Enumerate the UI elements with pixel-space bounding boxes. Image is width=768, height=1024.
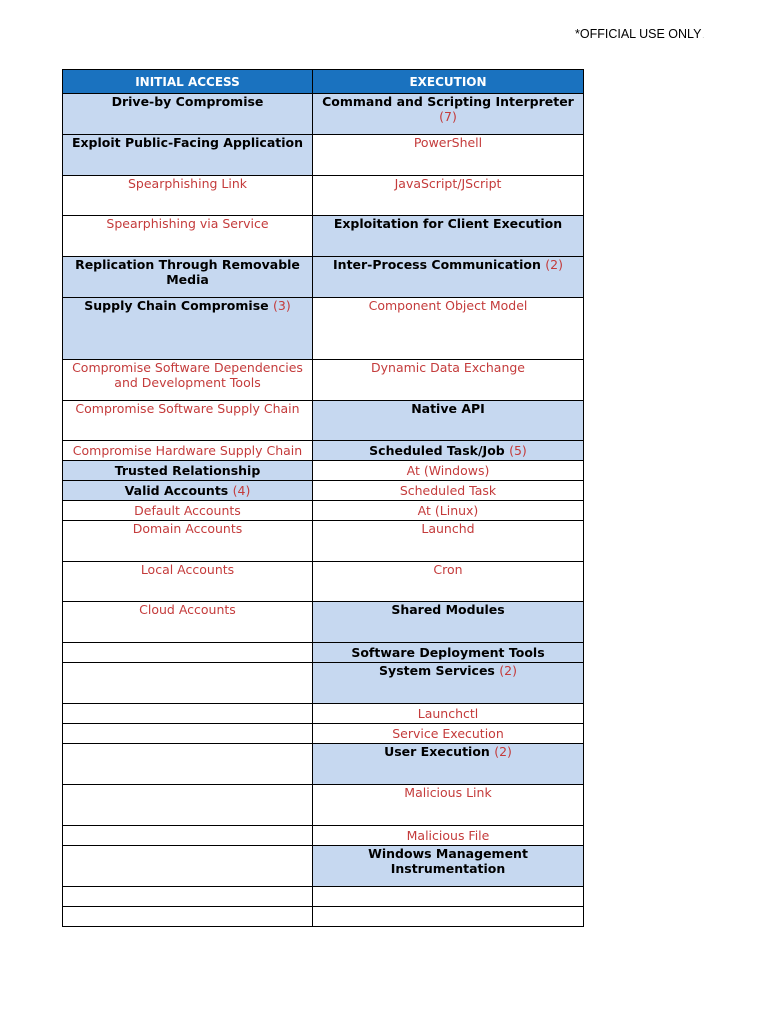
- subtechnique-name: Domain Accounts: [132, 521, 243, 536]
- subtechnique-name: Cloud Accounts: [139, 602, 236, 617]
- table-row: [63, 521, 584, 562]
- execution-cell-empty: [313, 887, 584, 907]
- execution-cell: [313, 643, 584, 663]
- table-row: [63, 298, 584, 360]
- initial-access-cell: [63, 94, 313, 135]
- initial-access-cell: [63, 441, 313, 461]
- initial-access-cell-empty: [63, 785, 313, 826]
- technique-name: Scheduled Task/Job: [369, 443, 505, 458]
- initial-access-cell: [63, 481, 313, 501]
- table-row: [63, 481, 584, 501]
- initial-access-cell-empty: [63, 826, 313, 846]
- execution-cell: [313, 401, 584, 441]
- initial-access-cell: [63, 135, 313, 176]
- table-row: [63, 216, 584, 257]
- table-row: [63, 401, 584, 441]
- table-row: [63, 135, 584, 176]
- execution-cell: [313, 501, 584, 521]
- subtechnique-name: Cron: [433, 562, 463, 577]
- initial-access-cell-empty: [63, 907, 313, 927]
- execution-cell: [313, 135, 584, 176]
- initial-access-cell: [63, 257, 313, 298]
- subtechnique-name: Scheduled Task: [399, 483, 497, 498]
- initial-access-cell: [63, 360, 313, 401]
- execution-cell: [313, 481, 584, 501]
- table-row: [63, 887, 584, 907]
- technique-name: Software Deployment Tools: [351, 645, 545, 660]
- technique-name: Replication Through Removable Media: [75, 257, 300, 287]
- subtechnique-name: Local Accounts: [140, 562, 235, 577]
- subtechnique-name: At (Linux): [417, 503, 479, 518]
- technique-name: Exploitation for Client Execution: [333, 216, 563, 231]
- subtechnique-name: PowerShell: [413, 135, 483, 150]
- technique-name: Shared Modules: [391, 602, 505, 617]
- execution-cell: [313, 94, 584, 135]
- execution-cell: [313, 360, 584, 401]
- execution-cell-empty: [313, 907, 584, 927]
- subtechnique-count: (2): [545, 257, 563, 272]
- execution-cell: [313, 521, 584, 562]
- execution-cell: [313, 704, 584, 724]
- initial-access-cell: [63, 216, 313, 257]
- technique-name: Inter-Process Communication: [333, 257, 541, 272]
- header-row: [63, 70, 584, 94]
- technique-name: Supply Chain Compromise: [84, 298, 269, 313]
- subtechnique-name: Launchctl: [417, 706, 479, 721]
- table-row: [63, 724, 584, 744]
- initial-access-cell: [63, 602, 313, 643]
- initial-access-cell-empty: [63, 846, 313, 887]
- header-initial-access: INITIAL ACCESS: [63, 70, 313, 94]
- subtechnique-name: Compromise Software Supply Chain: [75, 401, 300, 416]
- table-row: [63, 663, 584, 704]
- subtechnique-name: JavaScript/JScript: [394, 176, 502, 191]
- matrix-body: [63, 94, 584, 927]
- execution-cell: [313, 562, 584, 602]
- subtechnique-count: (3): [272, 298, 291, 313]
- technique-name: Command and Scripting Interpreter: [322, 94, 574, 109]
- technique-name: Windows Management Instrumentation: [368, 846, 528, 876]
- table-row: [63, 785, 584, 826]
- subtechnique-name: Compromise Software Dependencies and Development Tools: [72, 360, 303, 390]
- marking-text: *OFFICIAL USE ONLY: [575, 27, 702, 41]
- table-row: [63, 94, 584, 135]
- table-row: [63, 846, 584, 887]
- table-row: [63, 907, 584, 927]
- execution-cell: [313, 298, 584, 360]
- initial-access-cell: [63, 401, 313, 441]
- execution-cell: [313, 176, 584, 216]
- technique-name: System Services: [379, 663, 495, 678]
- table-row: [63, 441, 584, 461]
- execution-cell: [313, 216, 584, 257]
- subtechnique-count: (2): [494, 744, 512, 759]
- technique-name: Exploit Public-Facing Application: [71, 135, 304, 150]
- table-row: [63, 704, 584, 724]
- initial-access-cell-empty: [63, 643, 313, 663]
- initial-access-cell-empty: [63, 744, 313, 785]
- subtechnique-name: Launchd: [421, 521, 475, 536]
- subtechnique-name: Component Object Model: [368, 298, 528, 313]
- subtechnique-count: (2): [499, 663, 517, 678]
- table-row: [63, 562, 584, 602]
- initial-access-cell: [63, 501, 313, 521]
- subtechnique-name: Compromise Hardware Supply Chain: [72, 443, 303, 458]
- subtechnique-name: Dynamic Data Exchange: [371, 360, 525, 375]
- initial-access-cell: [63, 521, 313, 562]
- table-row: [63, 501, 584, 521]
- classification-marking: [575, 27, 704, 41]
- table-row: [63, 602, 584, 643]
- execution-cell: [313, 663, 584, 704]
- subtechnique-name: Service Execution: [392, 726, 504, 741]
- technique-name: Drive-by Compromise: [111, 94, 264, 109]
- technique-name: Valid Accounts: [124, 483, 229, 498]
- table-row: [63, 176, 584, 216]
- execution-cell: [313, 461, 584, 481]
- initial-access-cell-empty: [63, 704, 313, 724]
- subtechnique-name: Malicious Link: [404, 785, 492, 800]
- subtechnique-name: Malicious File: [406, 828, 490, 843]
- execution-cell: [313, 846, 584, 887]
- execution-cell: [313, 441, 584, 461]
- execution-cell: [313, 785, 584, 826]
- subtechnique-name: Spearphishing Link: [127, 176, 248, 191]
- attack-matrix-table: [62, 69, 584, 927]
- initial-access-cell-empty: [63, 887, 313, 907]
- table-row: [63, 643, 584, 663]
- execution-cell: [313, 602, 584, 643]
- table-row: [63, 826, 584, 846]
- technique-name: User Execution: [384, 744, 490, 759]
- header-execution: EXECUTION: [313, 70, 584, 94]
- initial-access-cell: [63, 176, 313, 216]
- initial-access-cell: [63, 562, 313, 602]
- marking-dot: .: [702, 34, 705, 40]
- execution-cell: [313, 826, 584, 846]
- subtechnique-name: Spearphishing via Service: [106, 216, 269, 231]
- execution-cell: [313, 257, 584, 298]
- execution-cell: [313, 724, 584, 744]
- table-row: [63, 360, 584, 401]
- initial-access-cell: [63, 298, 313, 360]
- subtechnique-name: Default Accounts: [134, 503, 241, 518]
- subtechnique-count: (5): [509, 443, 527, 458]
- subtechnique-name: At (Windows): [406, 463, 490, 478]
- subtechnique-count: (4): [232, 483, 251, 498]
- technique-name: Trusted Relationship: [114, 463, 261, 478]
- table-row: [63, 744, 584, 785]
- execution-cell: [313, 744, 584, 785]
- initial-access-cell-empty: [63, 724, 313, 744]
- initial-access-cell-empty: [63, 663, 313, 704]
- table-row: [63, 257, 584, 298]
- subtechnique-count: (7): [439, 109, 457, 124]
- table-row: [63, 461, 584, 481]
- technique-name: Native API: [411, 401, 485, 416]
- initial-access-cell: [63, 461, 313, 481]
